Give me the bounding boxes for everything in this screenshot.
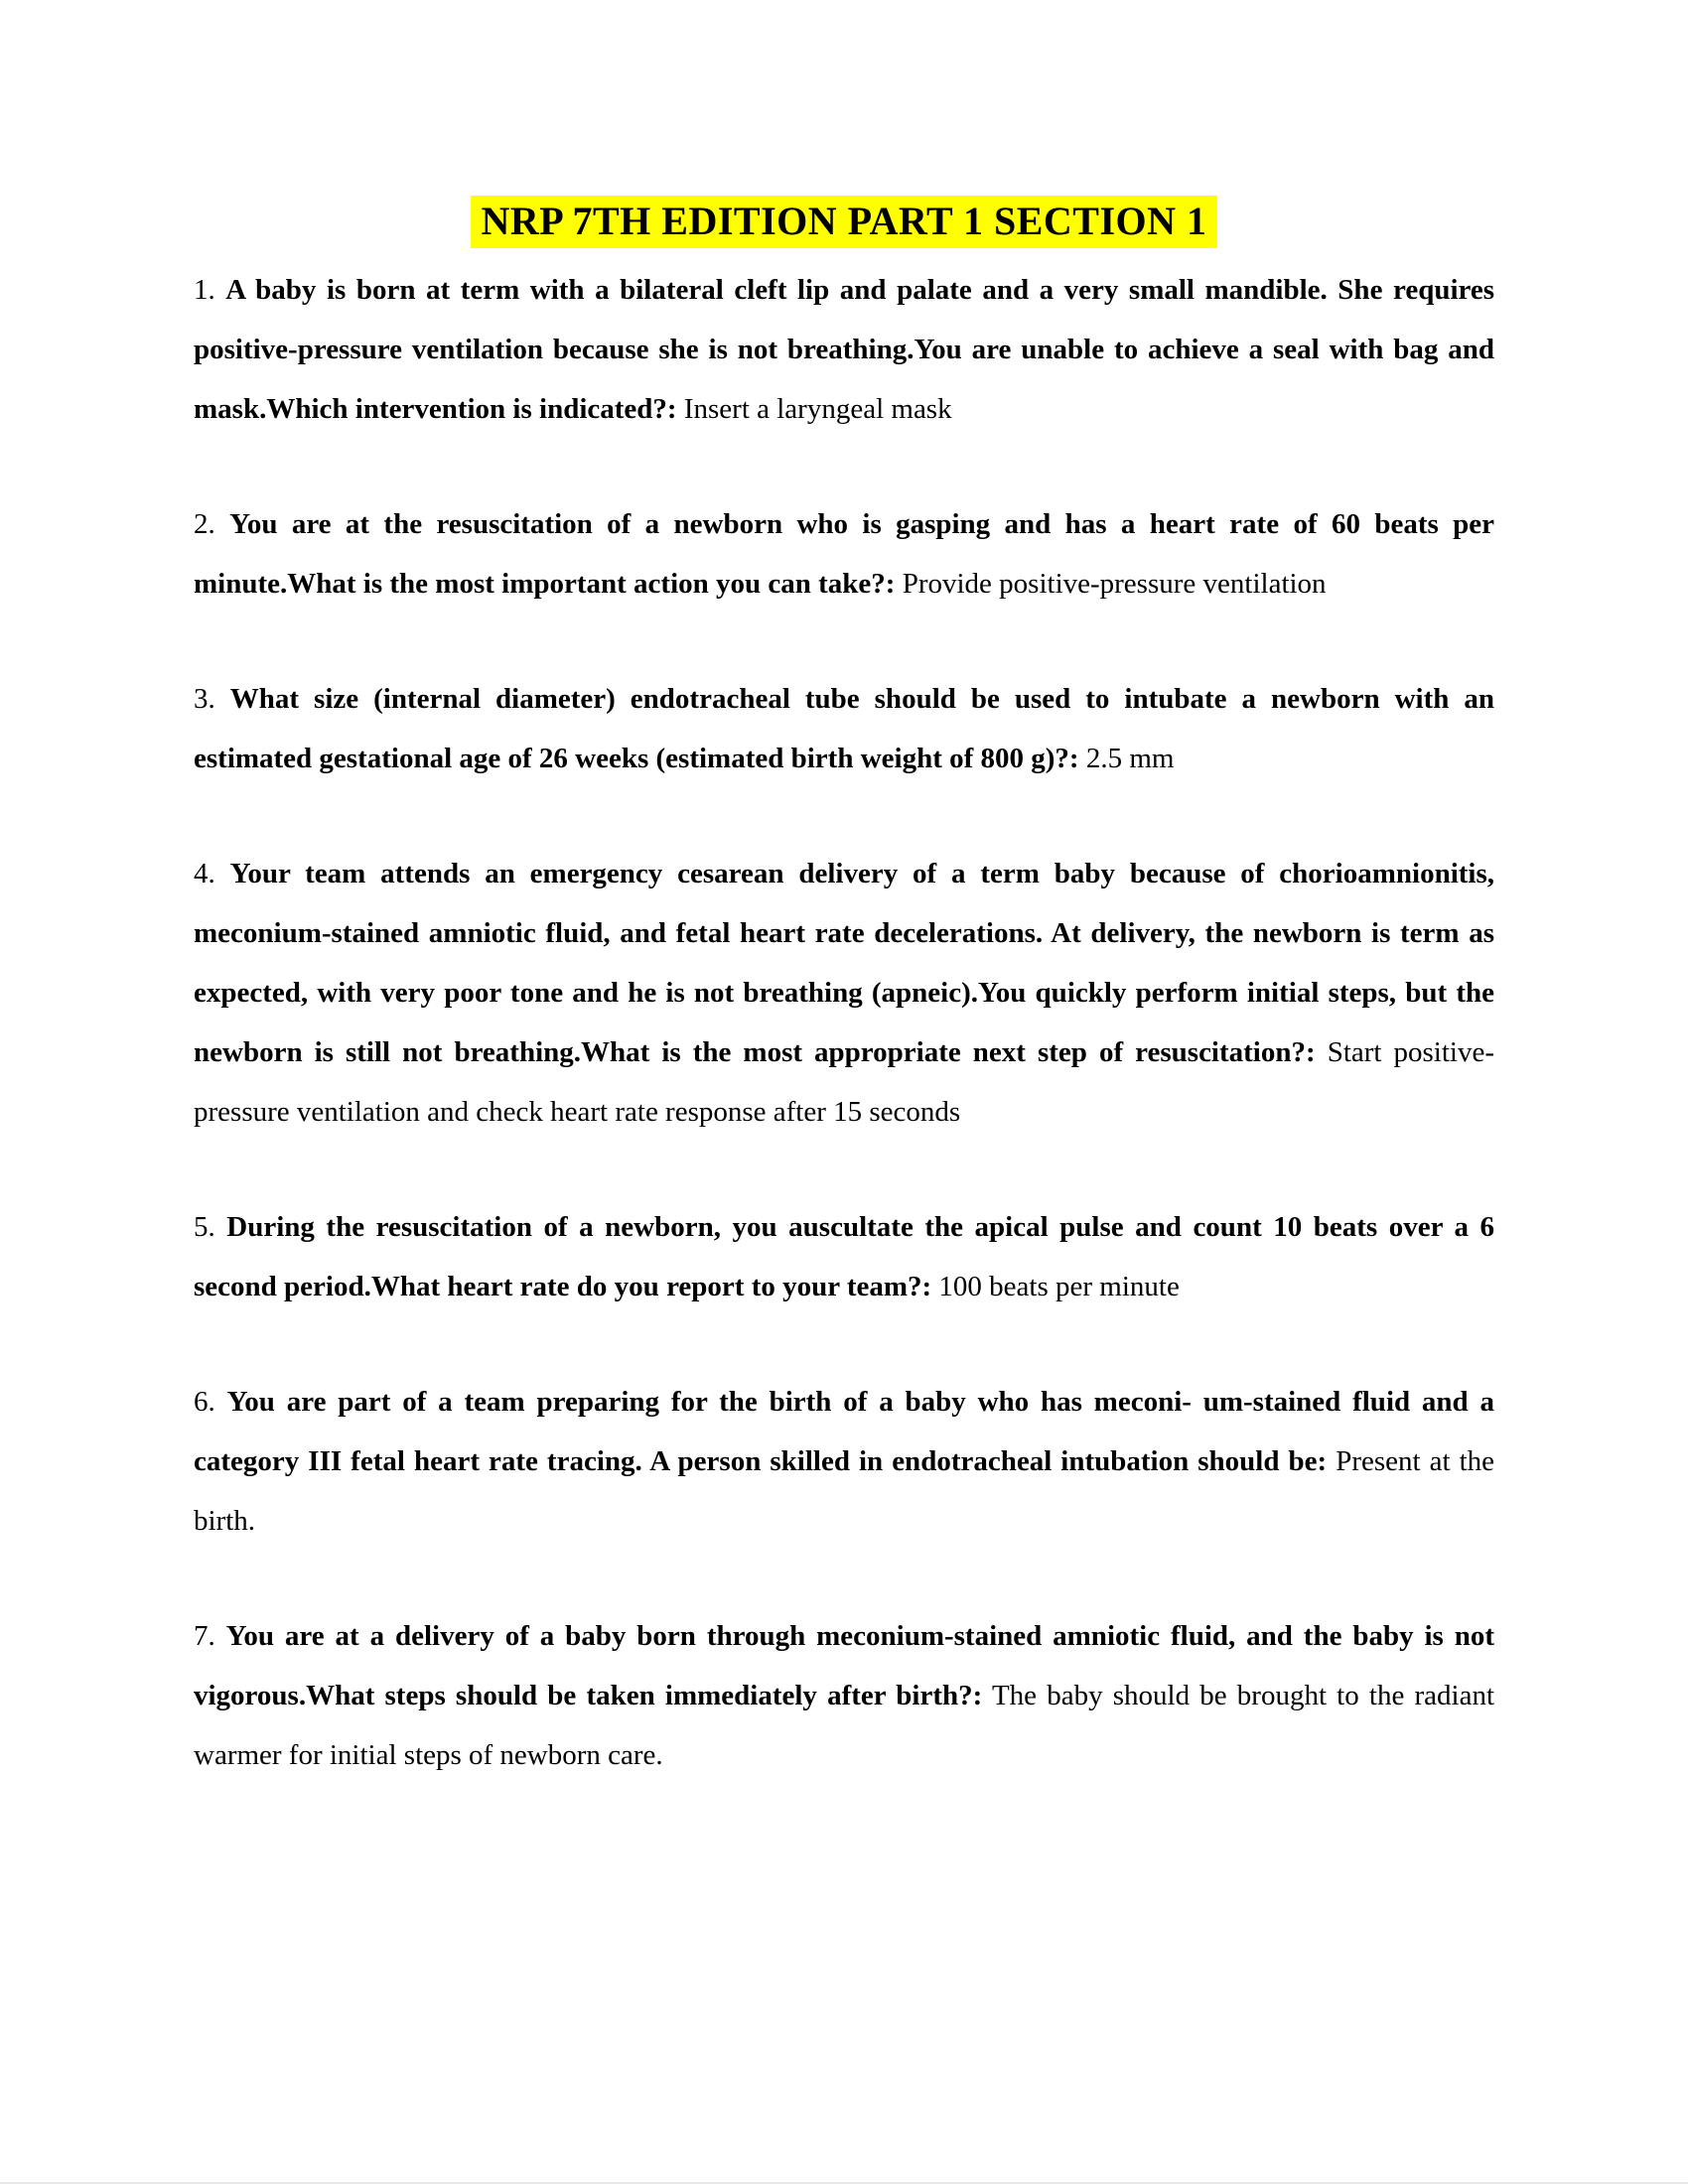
answer-text: 100 beats per minute (938, 1271, 1180, 1302)
answer-text: The baby should be brought to the radiant warmer for initial steps of newborn care. (194, 1680, 1495, 1771)
answer-text: Present at the birth. (194, 1445, 1494, 1537)
question-item-4 (194, 844, 1494, 1142)
question-number: 3. (194, 683, 215, 715)
answer-text: Provide positive-pressure ventilation (902, 568, 1327, 600)
question-text: What size (internal diameter) endotracheal tube should be used to intubate a newborn with an estimated gestational age of 26 weeks (estimated birth weight of 800 g)?: (194, 683, 1495, 774)
question-text: A baby is born at term with a bilateral cleft lip and palate and a very small mandible. She requires positive-pressure ventilation because she is not breathing.You are unable to achieve a seal with bag and mask.Which intervention is indicated?: (194, 274, 1495, 425)
answer-text: Start positive-pressure ventilation and check heart rate response after 15 seconds (194, 1036, 1494, 1128)
questions-list (194, 260, 1494, 1785)
question-number: 7. (194, 1620, 215, 1652)
question-number: 4. (194, 858, 215, 889)
question-text: Your team attends an emergency cesarean delivery of a term baby because of chorioamnionitis, meconium-stained amniotic fluid, and fetal heart rate decelerations. At delivery, the newborn is term as expected, with very poor tone and he is not breathing (apneic).You quickly perform initial steps, but the newborn is still not breathing.What is the most appropriate next step of resuscitation?: (194, 858, 1495, 1068)
question-item-5 (194, 1197, 1494, 1316)
question-number: 5. (194, 1211, 215, 1243)
question-item-6 (194, 1372, 1494, 1551)
page-title (194, 197, 1494, 246)
question-item-3 (194, 669, 1494, 788)
question-item-7 (194, 1606, 1494, 1785)
answer-text: 2.5 mm (1085, 743, 1175, 774)
question-item-2 (194, 494, 1494, 614)
question-number: 6. (194, 1386, 215, 1418)
question-number: 1. (194, 274, 215, 306)
question-text: You are at the resuscitation of a newborn who is gasping and has a heart rate of 60 beats per minute.What is the most important action you can take?: (194, 508, 1494, 600)
answer-text: Insert a laryngeal mask (683, 393, 952, 425)
question-number: 2. (194, 508, 215, 540)
page-title-highlight: NRP 7TH EDITION PART 1 SECTION 1 (471, 196, 1216, 248)
question-item-1 (194, 260, 1494, 439)
question-text: You are part of a team preparing for the birth of a baby who has meconi- um-stained fluid and a category III fetal heart rate tracing. A person skilled in endotracheal intubation should be: (194, 1386, 1494, 1477)
question-text: You are at a delivery of a baby born through meconium-stained amniotic fluid, and the baby is not vigorous.What steps should be taken immediately after birth?: (194, 1620, 1495, 1711)
question-text: During the resuscitation of a newborn, you auscultate the apical pulse and count 10 beats over a 6 second period.What heart rate do you report to your team?: (194, 1211, 1494, 1302)
